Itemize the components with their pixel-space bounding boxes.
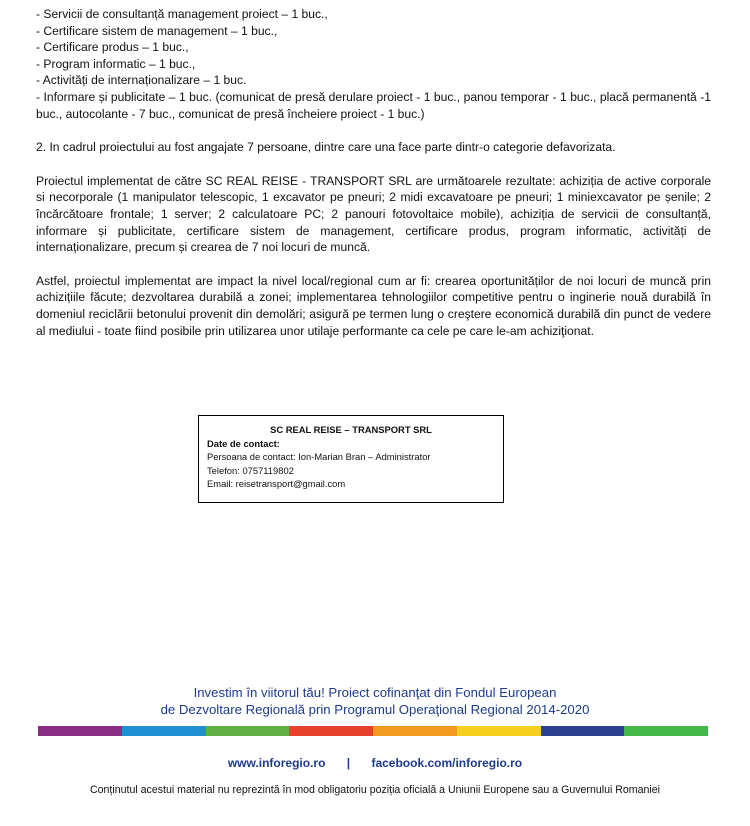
color-stripe-segment bbox=[541, 726, 625, 736]
link-separator: | bbox=[346, 756, 351, 770]
facebook-link[interactable]: facebook.com/inforegio.ro bbox=[371, 756, 523, 770]
inforegio-link[interactable]: www.inforegio.ro bbox=[227, 756, 326, 770]
contact-person: Persoana de contact: Ion-Marian Bran – Administrator bbox=[207, 451, 431, 463]
footer-links bbox=[0, 756, 750, 770]
contact-heading: Date de contact: bbox=[207, 437, 280, 449]
list-item: - Certificare sistem de management – 1 buc., bbox=[36, 23, 278, 38]
contact-company: SC REAL REISE – TRANSPORT SRL bbox=[270, 424, 432, 435]
contact-box bbox=[198, 415, 504, 503]
list-item: - Certificare produs – 1 buc., bbox=[36, 40, 189, 55]
color-stripe-segment bbox=[289, 726, 373, 736]
color-stripe-segment bbox=[624, 726, 708, 736]
paragraph-impact: Astfel, proiectul implementat are impact la nivel local/regional cum ar fi: crearea oportunităților de noi locuri de muncă prin achizițiile făcute; dezvoltarea durabilă a zonei; implementarea tehnologiilor competitive pentru o inginerie nouă durabilă în domeniul reciclării betonului provenit din demolări; asigură pe termen lung o creştere economică durabilă din punct de vedere al mediului - toate fiind posibile prin utilizarea unor utilaje performante ca cele pe care le-am achiziţionat. bbox=[36, 273, 711, 338]
paragraph-employees: 2. In cadrul proiectului au fost angajate 7 persoane, dintre care una face parte dintr-o categorie defavorizata. bbox=[36, 140, 616, 155]
color-stripe-segment bbox=[206, 726, 290, 736]
color-stripe-segment bbox=[457, 726, 541, 736]
color-stripe-segment bbox=[122, 726, 206, 736]
color-stripe bbox=[38, 726, 708, 736]
document-body bbox=[36, 6, 711, 339]
color-stripe-segment bbox=[373, 726, 457, 736]
list-item: - Servicii de consultanță management proiect – 1 buc., bbox=[36, 7, 328, 21]
list-item: - Activități de internaționalizare – 1 buc. bbox=[36, 73, 247, 88]
disclaimer: Conținutul acestui material nu reprezintă în mod obligatoriu poziția oficială a Uniunii Europene sau a Guvernului Romaniei bbox=[89, 784, 661, 796]
slogan-line-2: de Dezvoltare Regională prin Programul Operaţional Regional 2014-2020 bbox=[160, 702, 590, 717]
paragraph-results: Proiectul implementat de către SC REAL REISE - TRANSPORT SRL are următoarele rezultate: achiziția de active corporale si necorporale (1 manipulator telescopic, 1 excavator pe pneuri; 2 midi excavatoare pe pneuri; 1 miniexcavator pe șenile; 2 încărcătoare frontale; 1 server; 2 calculatoare PC; 2 panouri fotovoltaice mobile), achiziția de servicii de consultanță, informare și publicitate, certificare sistem de management, certificare produs, program informatic, activități de internaționalizare, precum și crearea de 7 noi locuri de muncă. bbox=[36, 173, 711, 255]
color-stripe-segment bbox=[38, 726, 122, 736]
footer-slogan bbox=[0, 684, 750, 718]
list-item: - Program informatic – 1 buc., bbox=[36, 56, 196, 71]
list-item: - Informare și publicitate – 1 buc. (comunicat de presă derulare proiect - 1 buc., panou temporar - 1 buc., placă permanentă -1 buc., autocolante - 7 buc., comunicat de presă încheiere proiect - 1 buc.) bbox=[36, 89, 711, 121]
contact-email[interactable]: Email: reisetransport@gmail.com bbox=[207, 478, 346, 490]
contact-phone: Telefon: 0757119802 bbox=[207, 464, 294, 476]
slogan-line-1: Investim în viitorul tău! Proiect cofinanţat din Fondul European bbox=[193, 685, 557, 700]
